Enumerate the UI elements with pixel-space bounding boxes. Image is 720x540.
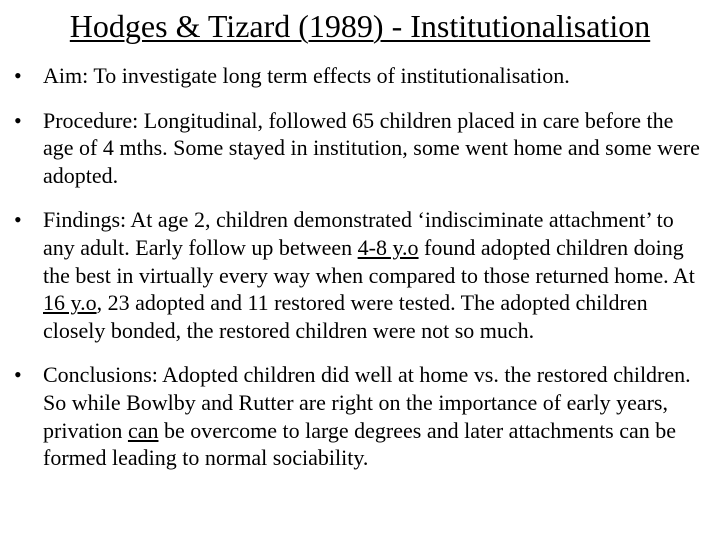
bullet-procedure bbox=[0, 107, 720, 190]
findings-underlined-age: 16 y.o bbox=[43, 290, 97, 316]
bullet-icon: • bbox=[14, 107, 22, 133]
findings-text-part3: , 23 adopted and 11 restored were tested. The adopted children closely bonded, the restored children were not so much. bbox=[43, 290, 648, 343]
conclusions-underlined-word: can bbox=[127, 417, 159, 443]
bullet-icon: • bbox=[14, 63, 22, 88]
findings-text-part2: found adopted children doing the best in virtually every way when compared to those returned home. At bbox=[43, 234, 695, 288]
bullet-list bbox=[0, 62, 720, 489]
findings-text-part1: Findings: At age 2, children demonstrated ‘indisciminate attachment’ to any adult. Early follow up between bbox=[43, 207, 674, 260]
findings-underlined-age-range: 4-8 y.o bbox=[357, 234, 419, 260]
bullet-conclusions bbox=[0, 361, 720, 471]
conclusions-text-part1: Conclusions: Adopted children did well at home vs. the restored children. So while Bowlby and Rutter are right on the importance of early years, privation bbox=[43, 362, 691, 443]
bullet-icon: • bbox=[14, 362, 22, 388]
bullet-icon: • bbox=[14, 207, 22, 233]
aim-text: Aim: To investigate long term effects of institutionalisation. bbox=[43, 63, 570, 88]
bullet-findings bbox=[0, 206, 720, 344]
slide-title-text: Hodges & Tizard (1989) - Institutionalisation bbox=[69, 8, 651, 44]
procedure-text: Procedure: Longitudinal, followed 65 children placed in care before the age of 4 mths. Some stayed in institution, some went home and some were adopted. bbox=[43, 107, 700, 188]
conclusions-text-part2: be overcome to large degrees and later attachments can be formed leading to normal sociability. bbox=[43, 417, 677, 471]
bullet-aim bbox=[0, 62, 720, 90]
slide-title bbox=[0, 6, 720, 46]
